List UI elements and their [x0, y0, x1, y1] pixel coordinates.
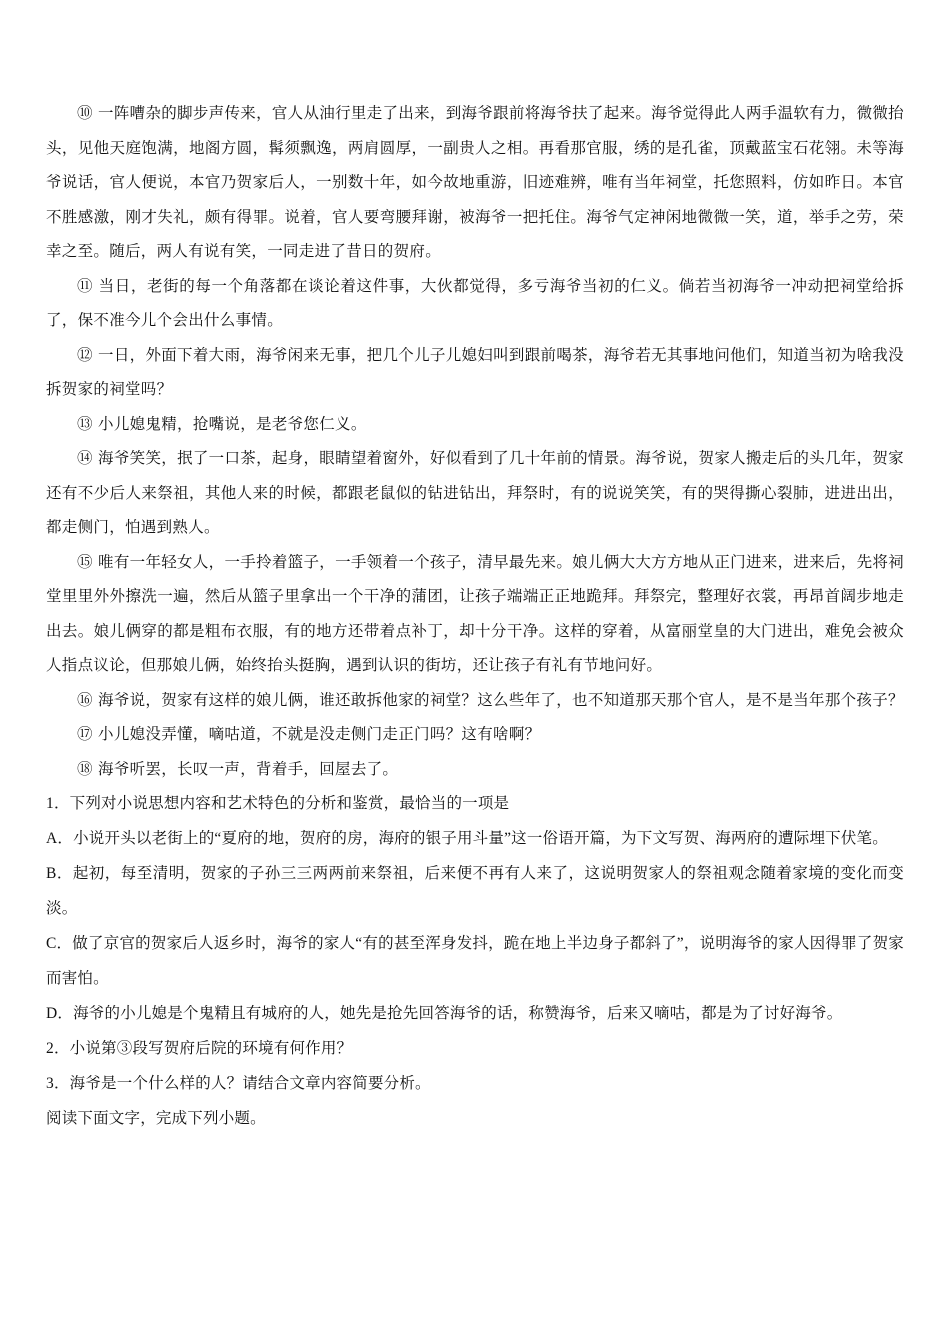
paragraph-18: ⑱ 海爷听罢，长叹一声，背着手，回屋去了。 [77, 759, 399, 778]
option-d: D．海爷的小儿媳是个鬼精且有城府的人，她先是抢先回答海爷的话，称赞海爷，后来又嘀咕，都是为了讨好海爷。 [46, 1005, 843, 1022]
paragraph-11: ⑪ 当日，老街的每一个角落都在谈论着这件事，大伙都觉得，多亏海爷当初的仁义。倘若当初海爷一冲动把祠堂给拆了，保不准今儿个会出什么事情。 [46, 276, 904, 329]
paragraph-16: ⑯ 海爷说，贺家有这样的娘儿俩，谁还敢拆他家的祠堂？这么些年了，也不知道那天那个官人，是不是当年那个孩子？ [77, 690, 904, 709]
paragraph-10: ⑩ 一阵嘈杂的脚步声传来，官人从油行里走了出来，到海爷跟前将海爷扶了起来。海爷觉得此人两手温软有力，微微抬头，见他天庭饱满，地阁方圆，髯须飘逸，两肩圆厚，一副贵人之相。再看那官服，绣的是孔雀，顶戴蓝宝石花翎。未等海爷说话，官人便说，本官乃贺家后人，一别数十年，如今故地重游，旧迹难辨，唯有当年祠堂，托您照料，仿如昨日。本官不胜感激，刚才失礼，颇有得罪。说着，官人要弯腰拜谢，被海爷一把托住。海爷气定神闲地微微一笑，道，举手之劳，荣幸之至。随后，两人有说有笑，一同走进了昔日的贺府。 [46, 104, 904, 260]
option-c: C．做了京官的贺家后人返乡时，海爷的家人“有的甚至浑身发抖，跪在地上半边身子都斜了”，说明海爷的家人因得罪了贺家而害怕。 [46, 935, 904, 987]
question-section [46, 786, 904, 1136]
paragraph-15: ⑮ 唯有一年轻女人，一手拎着篮子，一手领着一个孩子，清早最先来。娘儿俩大大方方地从正门进来，进来后，先将祠堂里里外外擦洗一遍，然后从篮子里拿出一个干净的蒲团，让孩子端端正正地跪拜。拜祭完，整理好衣裳，再昂首阔步地走出去。娘儿俩穿的都是粗布衣服，有的地方还带着点补丁，却十分干净。这样的穿着，从富丽堂皇的大门进出，难免会被众人指点议论，但那娘儿俩，始终抬头挺胸，遇到认识的街坊，还让孩子有礼有节地问好。 [46, 552, 904, 674]
paragraph-14: ⑭ 海爷笑笑，抿了一口茶，起身，眼睛望着窗外，好似看到了几十年前的情景。海爷说，贺家人搬走后的头几年，贺家还有不少后人来祭祖，其他人来的时候，都跟老鼠似的钻进钻出，拜祭时，有的说说笑笑，有的哭得撕心裂肺，进进出出，都走侧门，怕遇到熟人。 [46, 449, 904, 536]
question-3: 3．海爷是一个什么样的人？请结合文章内容简要分析。 [46, 1075, 431, 1092]
option-b: B．起初，每至清明，贺家的子孙三三两两前来祭祖，后来便不再有人来了，这说明贺家人的祭祖观念随着家境的变化而变淡。 [46, 865, 904, 917]
question-2: 2．小说第③段写贺府后院的环境有何作用？ [46, 1040, 353, 1057]
paragraph-12: ⑫ 一日，外面下着大雨，海爷闲来无事，把几个儿子儿媳妇叫到跟前喝茶，海爷若无其事地问他们，知道当初为啥我没拆贺家的祠堂吗？ [46, 345, 904, 398]
option-a: A．小说开头以老街上的“夏府的地，贺府的房，海府的银子用斗量”这一俗语开篇，为下文写贺、海两府的遭际埋下伏笔。 [46, 830, 888, 847]
paragraph-13: ⑬ 小儿媳鬼精，抢嘴说，是老爷您仁义。 [77, 414, 367, 433]
story-text [46, 96, 904, 786]
question-1: 1．下列对小说思想内容和艺术特色的分析和鉴赏，最恰当的一项是 [46, 795, 510, 812]
paragraph-17: ⑰ 小儿媳没弄懂，嘀咕道，不就是没走侧门走正门吗？这有啥啊？ [77, 725, 541, 743]
next-instruction: 阅读下面文字，完成下列小题。 [46, 1110, 266, 1127]
